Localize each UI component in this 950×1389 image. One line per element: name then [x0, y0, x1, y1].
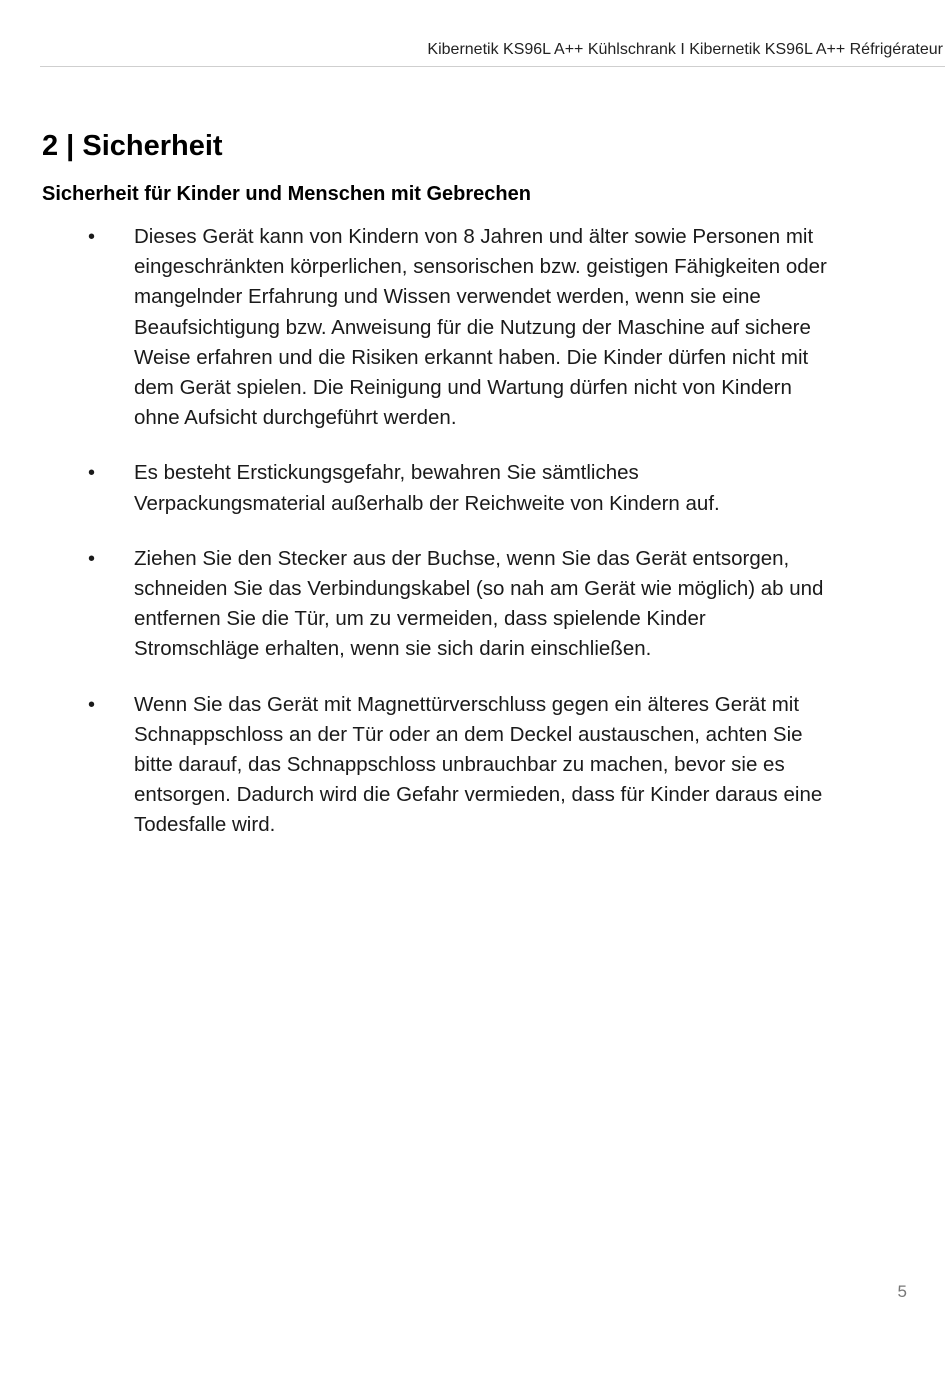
header-title: Kibernetik KS96L A++ Kühlschrank I Kibernetik KS96L A++ Réfrigérateur: [427, 41, 943, 58]
list-item: [0, 458, 950, 518]
bullet-icon: •: [88, 226, 96, 248]
page-header: [40, 38, 945, 67]
list-item-text: Es besteht Erstickungsgefahr, bewahren Sie sämtliches Verpackungsmaterial außerhalb der Reichweite von Kindern auf.: [134, 461, 720, 515]
list-item-text: Wenn Sie das Gerät mit Magnettürverschluss gegen ein älteres Gerät mit Schnappschloss an der Tür oder an dem Deckel austauschen, achten Sie bitte darauf, das Schnappschloss unbrauchbar zu machen, bevor sie es entsorgen. Dadurch wird die Gefahr vermieden, dass für Kinder daraus eine Todesfalle wird.: [134, 692, 823, 837]
subsection-title: Sicherheit für Kinder und Menschen mit Gebrechen: [42, 183, 531, 205]
bullet-icon: •: [88, 693, 96, 716]
page-number: 5: [897, 1282, 907, 1301]
safety-instructions-list: [0, 222, 950, 866]
bullet-icon: •: [88, 462, 96, 485]
list-item: [0, 222, 950, 433]
section-title: 2 | Sicherheit: [42, 130, 223, 162]
list-item-text: Ziehen Sie den Stecker aus der Buchse, wenn Sie das Gerät entsorgen, schneiden Sie das Verbindungskabel (so nah am Gerät wie möglich) ab und entfernen Sie die Tür, um zu vermeiden, dass spielende Kinder Stromschläge erhalten, wenn sie sich darin einschließen.: [134, 546, 824, 661]
list-item: [0, 544, 950, 665]
list-item: [0, 690, 950, 841]
bullet-icon: •: [88, 547, 96, 570]
list-item-text: Dieses Gerät kann von Kindern von 8 Jahren und älter sowie Personen mit eingeschränkten körperlichen, sensorischen bzw. geistigen Fähigkeiten oder mangelnder Erfahrung und Wissen verwendet werden, wenn sie eine Beaufsichtigung bzw. Anweisung für die Nutzung der Maschine auf sichere Weise erfahren und die Risiken erkannt haben. Die Kinder dürfen nicht mit dem Gerät spielen. Die Reinigung und Wartung dürfen nicht von Kindern ohne Aufsicht durchgeführt werden.: [134, 225, 827, 430]
